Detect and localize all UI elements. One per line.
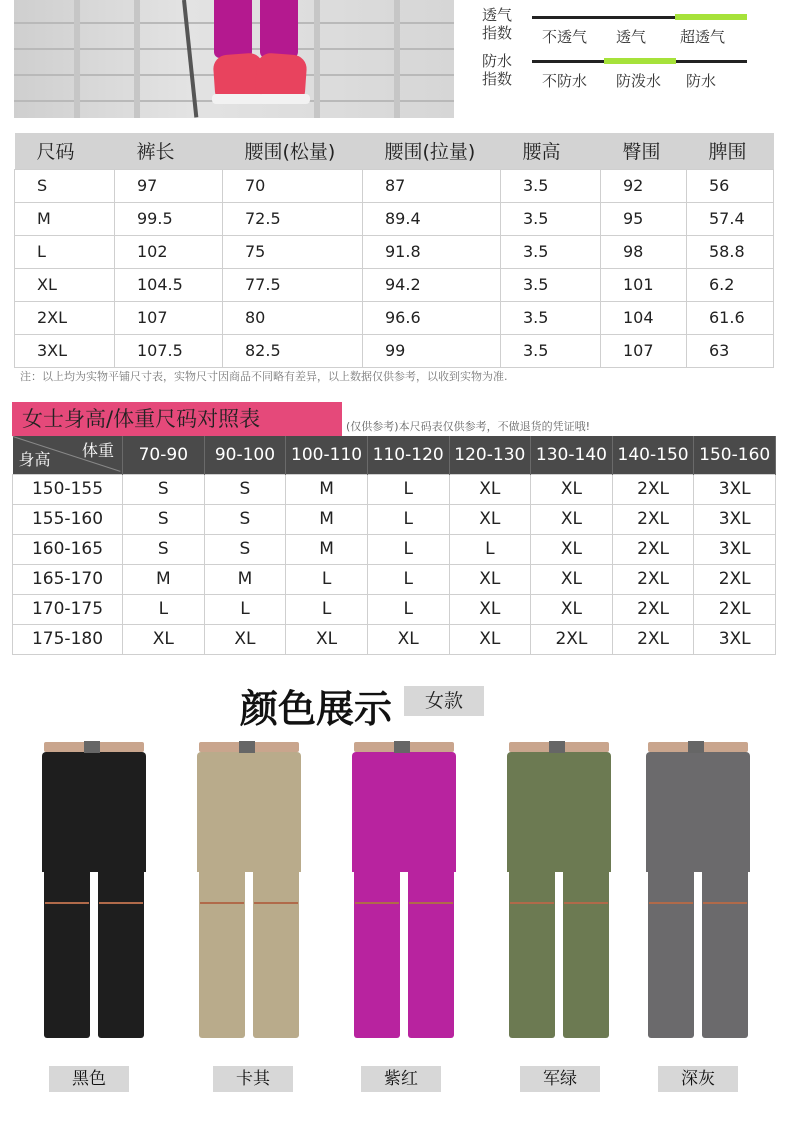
table-cell: 3.5 [501,169,601,202]
table-row [13,624,776,654]
hw-table-header [13,436,776,474]
size-cell: M [286,474,368,504]
table-cell: 94.2 [363,268,501,301]
weight-header: 90-100 [204,436,286,474]
size-cell: XL [286,624,368,654]
color-name-label: 深灰 [658,1066,738,1092]
size-cell: S [123,504,205,534]
gauge-option: 透气 [616,28,647,46]
table-cell: 89.4 [363,202,501,235]
size-cell: L [367,594,449,624]
size-cell: S [123,534,205,564]
size-cell: L [286,594,368,624]
size-cell: L [286,564,368,594]
table-row [15,235,774,268]
size-cell: 2XL [612,474,694,504]
table-cell: 3.5 [501,334,601,367]
table-row [15,202,774,235]
table-cell: 3.5 [501,235,601,268]
size-cell: M [204,564,286,594]
height-cell: 150-155 [13,474,123,504]
size-cell: XL [204,624,286,654]
column-header: 腰围(拉量) [363,133,501,169]
size-cell: L [367,504,449,534]
column-header: 尺码 [15,133,115,169]
table-row [15,301,774,334]
size-cell: XL [531,474,613,504]
gauge-bar [532,60,747,63]
table-cell: 91.8 [363,235,501,268]
size-cell: L [123,594,205,624]
table-cell: 3.5 [501,202,601,235]
pants-image [646,742,750,1038]
size-cell: M [286,534,368,564]
gauge-option: 防水 [686,72,717,90]
weight-header: 100-110 [286,436,368,474]
table-row [13,564,776,594]
table-cell: 92 [601,169,687,202]
size-cell: XL [531,594,613,624]
table-cell: 6.2 [687,268,774,301]
gauge-option: 不透气 [542,28,588,46]
table-cell: 97 [115,169,223,202]
table-cell: 82.5 [223,334,363,367]
size-cell: XL [531,564,613,594]
colors-tag: 女款 [404,686,484,716]
size-cell: L [367,564,449,594]
table-row [15,169,774,202]
table-row [15,268,774,301]
table-cell: L [15,235,115,268]
gauge-option: 超透气 [680,28,726,46]
size-cell: L [449,534,531,564]
table-cell: 2XL [15,301,115,334]
size-cell: S [204,474,286,504]
table-row [13,504,776,534]
corner-height-label: 身高 [18,449,51,469]
size-cell: XL [531,504,613,534]
size-cell: S [204,504,286,534]
table-cell: 87 [363,169,501,202]
size-cell: 2XL [612,594,694,624]
weight-header: 130-140 [531,436,613,474]
table-cell: 3XL [15,334,115,367]
column-header: 裤长 [115,133,223,169]
hw-section-note: (仅供参考)本尺码表仅供参考，不做退货的凭证哦! [346,420,590,433]
size-table [14,133,774,368]
table-cell: 96.6 [363,301,501,334]
column-header: 腰围(松量) [223,133,363,169]
height-cell: 160-165 [13,534,123,564]
size-cell: XL [531,534,613,564]
table-cell: 102 [115,235,223,268]
size-cell: 3XL [694,534,776,564]
column-header: 脾围 [687,133,774,169]
table-cell: 57.4 [687,202,774,235]
product-photo [14,0,454,118]
size-cell: XL [449,564,531,594]
gauge-option: 防泼水 [616,72,662,90]
corner-cell [13,436,123,474]
size-cell: 2XL [694,564,776,594]
table-cell: 107 [601,334,687,367]
table-cell: 98 [601,235,687,268]
table-cell: 77.5 [223,268,363,301]
table-cell: M [15,202,115,235]
table-cell: 56 [687,169,774,202]
size-cell: 2XL [612,504,694,534]
gauge-active-segment [604,58,676,64]
size-cell: XL [367,624,449,654]
height-cell: 165-170 [13,564,123,594]
size-cell: 2XL [612,534,694,564]
table-cell: 99.5 [115,202,223,235]
color-name-label: 卡其 [213,1066,293,1092]
size-note: 注：以上均为实物平铺尺寸表，实物尺寸因商品不同略有差异，以上数据仅供参考，以收到实物为准. [20,370,508,383]
height-cell: 175-180 [13,624,123,654]
table-cell: 75 [223,235,363,268]
size-cell: 2XL [612,564,694,594]
table-row [13,594,776,624]
weight-header: 140-150 [612,436,694,474]
table-cell: 3.5 [501,301,601,334]
weight-header: 120-130 [449,436,531,474]
size-cell: XL [449,624,531,654]
gauge-bar [532,16,747,19]
table-cell: 107 [115,301,223,334]
table-cell: 99 [363,334,501,367]
size-cell: M [286,504,368,534]
table-cell: 3.5 [501,268,601,301]
table-cell: 101 [601,268,687,301]
weight-header: 110-120 [367,436,449,474]
pants-image [197,742,301,1038]
breathability-gauge [464,2,774,52]
color-name-label: 紫红 [361,1066,441,1092]
height-weight-table [12,436,776,655]
corner-weight-label: 体重 [81,441,114,460]
table-cell: 58.8 [687,235,774,268]
table-cell: 107.5 [115,334,223,367]
table-row [13,534,776,564]
gauge-label: 防水 指数 [482,52,513,88]
height-cell: 155-160 [13,504,123,534]
table-row [13,474,776,504]
height-cell: 170-175 [13,594,123,624]
size-cell: L [367,534,449,564]
size-cell: S [204,534,286,564]
feature-gauges [464,0,774,118]
table-cell: 72.5 [223,202,363,235]
size-cell: XL [449,504,531,534]
size-cell: 2XL [612,624,694,654]
gauge-option: 不防水 [542,72,588,90]
gauge-label: 透气 指数 [482,6,513,42]
gauge-active-segment [675,14,747,20]
pants-image [507,742,611,1038]
size-cell: L [367,474,449,504]
waterproof-gauge [464,48,774,98]
column-header: 腰高 [501,133,601,169]
column-header: 臀围 [601,133,687,169]
size-cell: L [204,594,286,624]
pants-image [42,742,146,1038]
weight-header: 150-160 [694,436,776,474]
size-cell: S [123,474,205,504]
table-cell: 104 [601,301,687,334]
weight-header: 70-90 [123,436,205,474]
table-row [15,334,774,367]
size-cell: 3XL [694,474,776,504]
table-cell: 95 [601,202,687,235]
size-cell: 2XL [531,624,613,654]
table-cell: 63 [687,334,774,367]
table-cell: S [15,169,115,202]
size-cell: XL [449,474,531,504]
table-cell: 80 [223,301,363,334]
table-cell: 70 [223,169,363,202]
hw-section-title: 女士身高/体重尺码对照表 [12,402,342,436]
table-cell: 104.5 [115,268,223,301]
pants-image [352,742,456,1038]
table-cell: XL [15,268,115,301]
color-name-label: 军绿 [520,1066,600,1092]
size-cell: 3XL [694,504,776,534]
size-cell: 2XL [694,594,776,624]
color-name-label: 黑色 [49,1066,129,1092]
size-table-header [15,133,774,169]
size-cell: XL [123,624,205,654]
size-cell: M [123,564,205,594]
size-cell: XL [449,594,531,624]
colors-title: 颜色展示 [240,687,393,731]
table-cell: 61.6 [687,301,774,334]
size-cell: 3XL [694,624,776,654]
